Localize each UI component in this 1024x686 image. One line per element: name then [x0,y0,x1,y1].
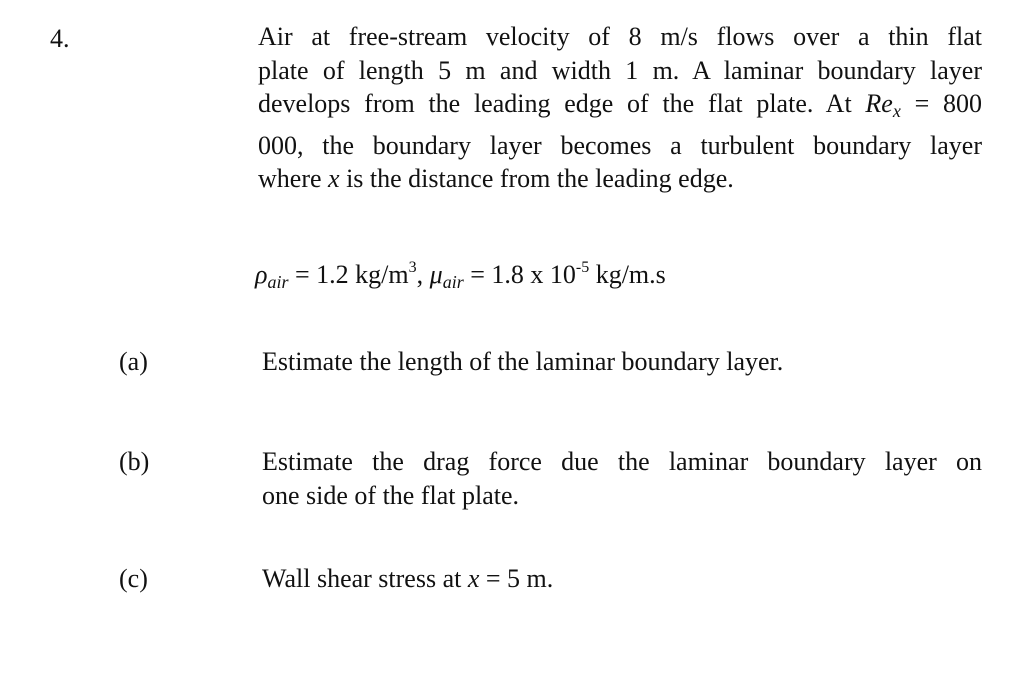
statement-line-4: 000, the boundary layer becomes a turbulent boundary layer [258,130,982,160]
reynolds-symbol: Re [865,89,893,119]
part-b-line-1: Estimate the drag force due the laminar boundary layer on [262,447,982,476]
part-a-text [262,345,982,379]
part-b-label: (b) [119,447,150,476]
fluid-properties [255,251,666,299]
part-b-text [262,445,982,512]
reynolds-subscript: x [892,101,901,122]
part-b-line-2: one side of the flat plate. [262,480,520,510]
question-number: 4. [50,24,70,53]
rho-value: = 1.2 kg/m [288,260,409,289]
reynolds-value: = 800 [900,89,982,119]
mu-symbol: μ [429,260,443,289]
mu-value: = 1.8 x 10 [463,260,576,289]
rho-symbol: ρ [255,260,268,289]
problem-statement [258,20,982,196]
part-c-label: (c) [119,564,148,593]
statement-line-2: plate of length 5 m and width 1 m. A laminar boundary layer [258,55,982,85]
statement-line-5-end: is the distance from the leading edge. [339,164,734,194]
property-separator: , [416,260,430,289]
statement-line-5-start: where [258,164,329,194]
statement-line-1: Air at free-stream velocity of 8 m/s flows over a thin flat [258,22,982,51]
mu-subscript: air [442,272,464,292]
mu-unit: kg/m.s [589,260,666,289]
statement-line-5 [258,162,982,196]
part-c-text-before: Wall shear stress at [262,564,468,593]
part-c-text-after: = 5 m. [479,564,554,593]
statement-line-3-text: develops from the leading edge of the flat plate. At [258,89,866,119]
part-c-text [262,562,982,596]
part-c-x-variable: x [467,564,480,593]
x-variable: x [328,164,340,194]
statement-line-3 [258,87,982,129]
part-a-label: (a) [119,347,148,376]
part-a-line-1: Estimate the length of the laminar boundary layer. [262,347,784,376]
rho-exponent: 3 [408,259,417,276]
mu-exponent: -5 [575,259,590,276]
part-c-line-1 [262,562,982,596]
rho-subscript: air [267,272,289,292]
